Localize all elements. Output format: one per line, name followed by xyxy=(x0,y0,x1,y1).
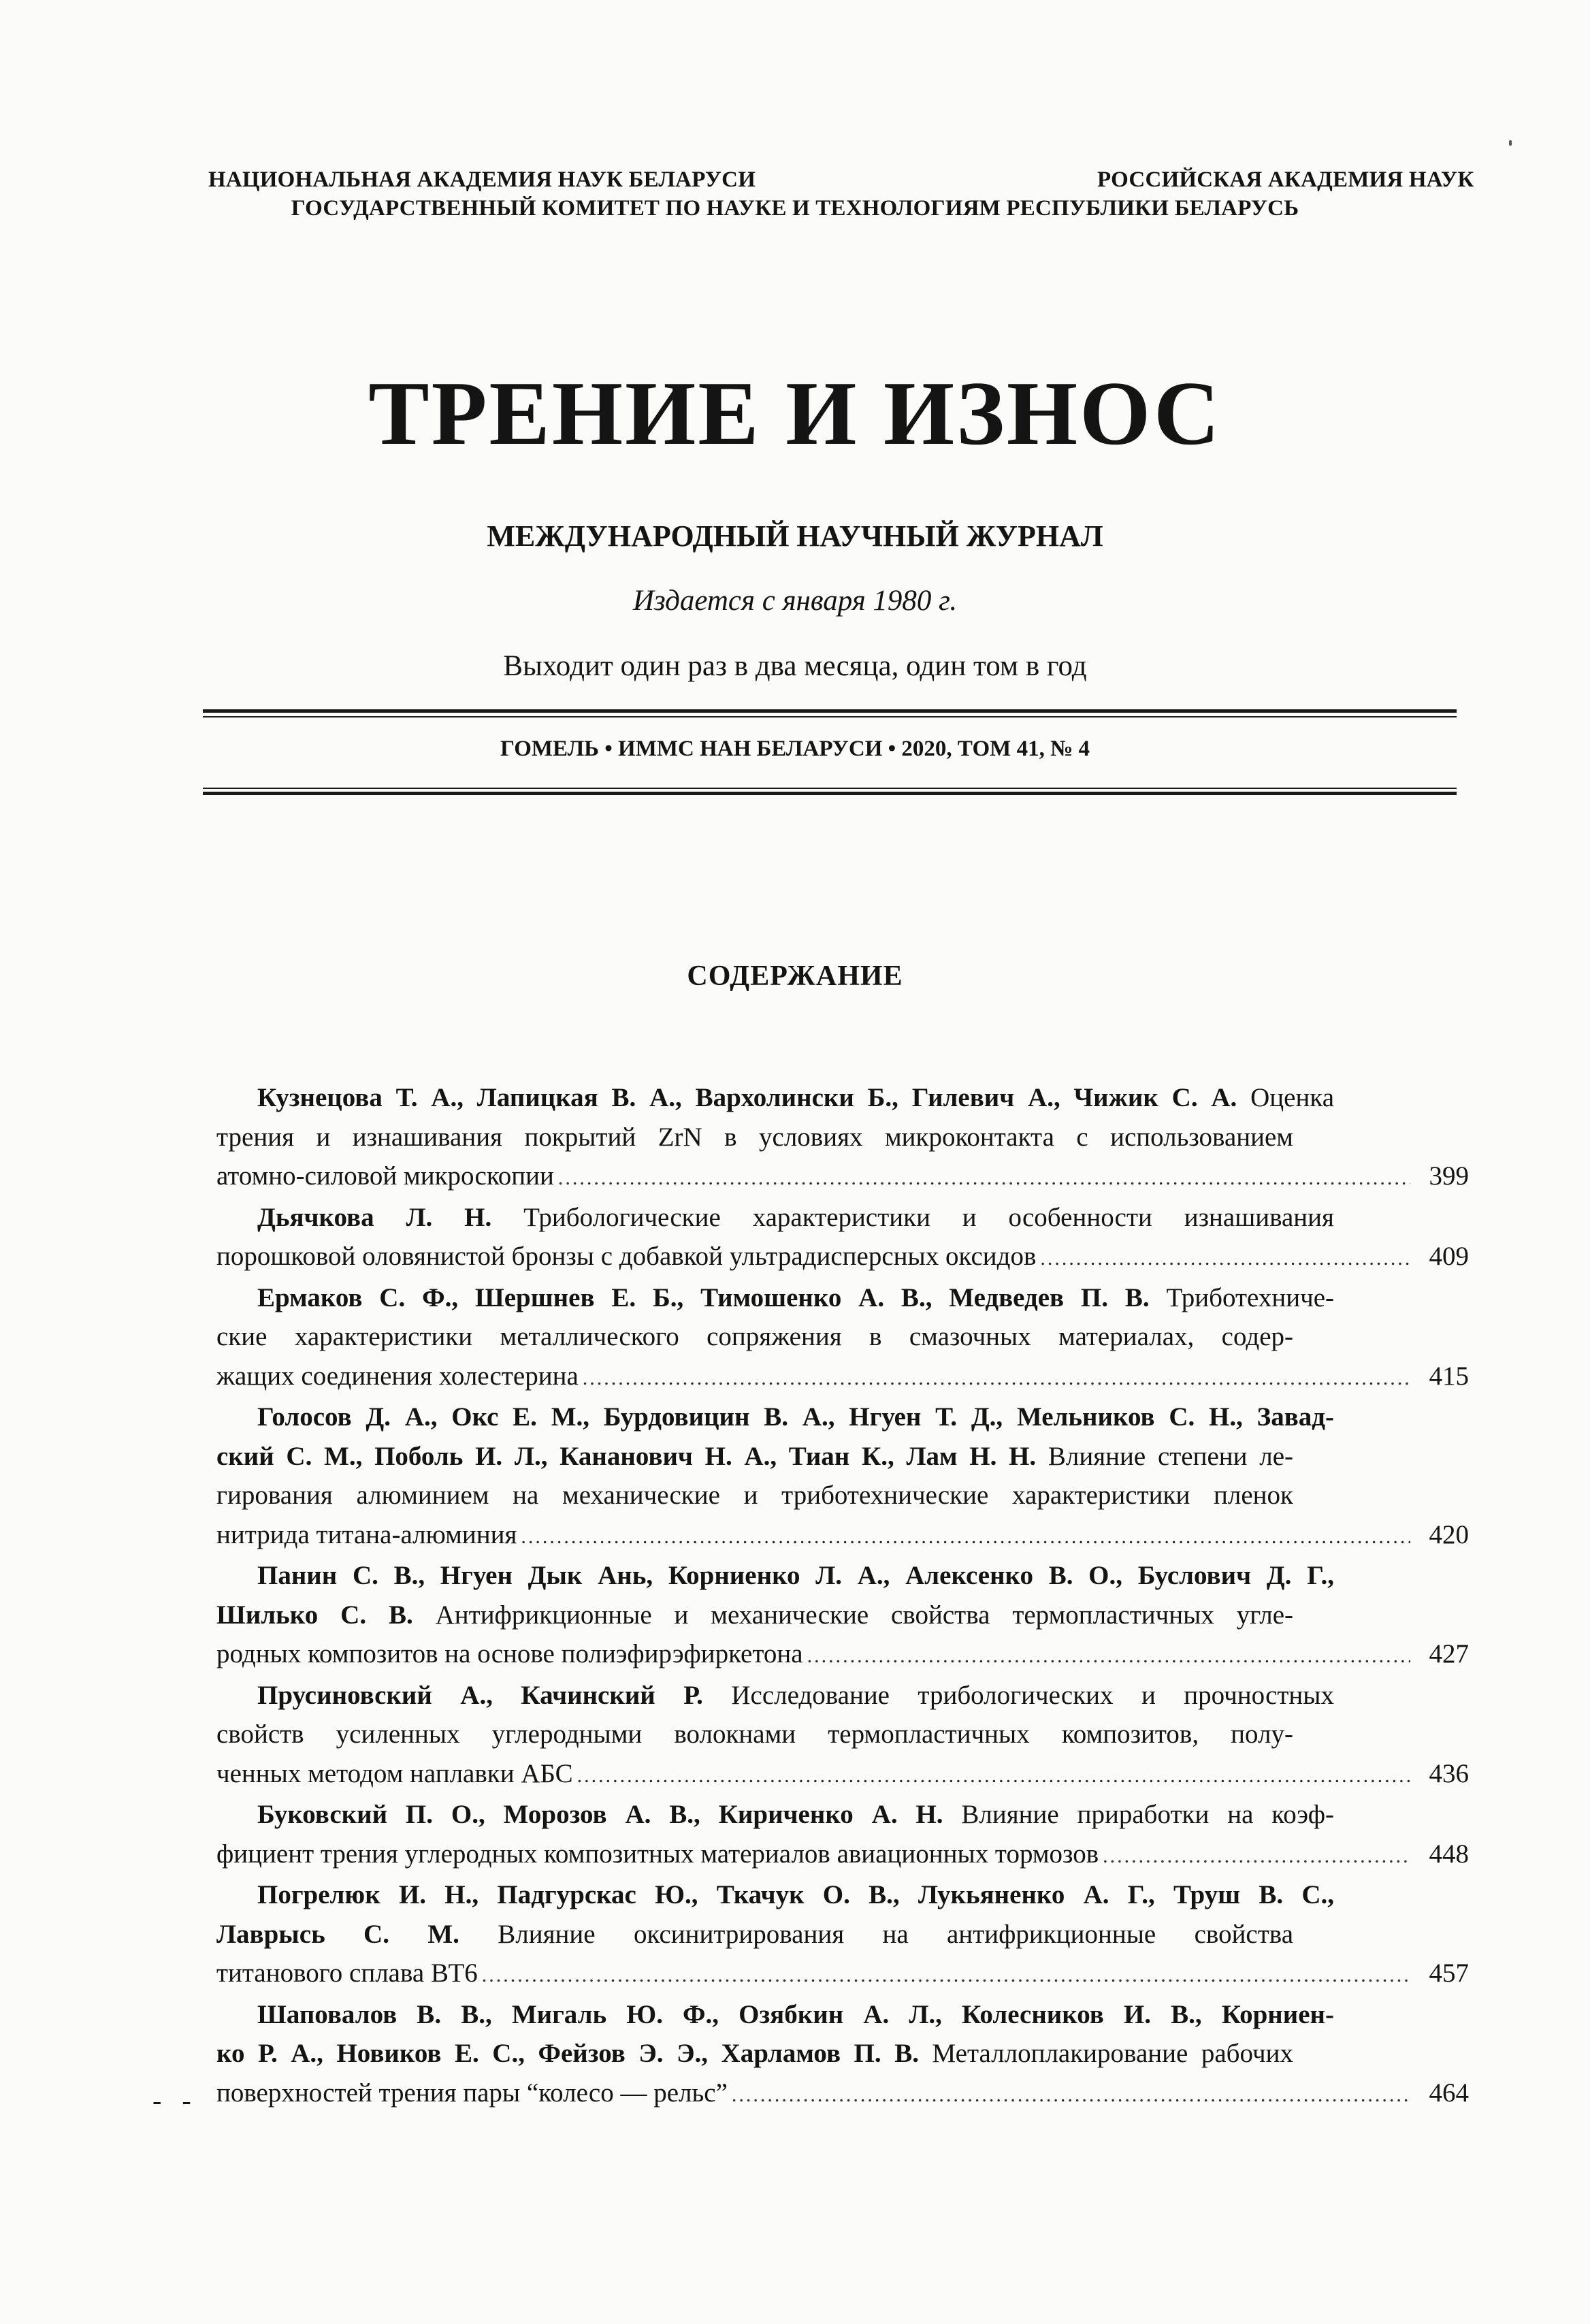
toc-title: ские характеристики металлического сопряжения в смазочных материалах, содер- xyxy=(216,1322,1293,1351)
toc-authors: ко Р. А., Новиков Е. С., Фейзов Э. Э., Харламов П. В. xyxy=(216,2039,919,2068)
toc-title: свойств усиленных углеродными волокнами термопластичных композитов, полу- xyxy=(216,1720,1293,1749)
toc-leader-dots xyxy=(1103,1837,1410,1876)
toc-authors: Шилько С. В. xyxy=(216,1600,413,1630)
toc-title: Влияние степени ле- xyxy=(1036,1441,1293,1471)
toc-leader-dots xyxy=(807,1636,1410,1676)
toc-title: порошковой оловянистой бронзы с добавкой ультрадисперсных оксидов xyxy=(216,1242,1037,1271)
toc-authors: Шаповалов В. В., Мигаль Ю. Ф., Озябкин А. Л., Колесников И. В., Корниен- xyxy=(257,1999,1334,2029)
toc-page-number: 457 xyxy=(1429,1958,1469,1988)
toc-title: трения и изнашивания покрытий ZrN в условиях микроконтакта с использованием xyxy=(216,1122,1293,1152)
toc-title: Металлоплакирование рабочих xyxy=(918,2039,1293,2068)
toc-authors: Дьячкова Л. Н. xyxy=(257,1202,492,1232)
toc-authors: Ермаков С. Ф., Шершнев Е. Б., Тимошенко А. В., Медведев П. В. xyxy=(257,1282,1150,1312)
toc-title: гирования алюминием на механические и триботехнические характеристики пленок xyxy=(216,1481,1293,1510)
toc-title: Трибологические характеристики и особенности изнашивания xyxy=(491,1202,1334,1232)
toc-title: Исследование трибологических и прочностных xyxy=(702,1680,1335,1710)
toc-page-number: 399 xyxy=(1429,1161,1469,1191)
toc-title: жащих соединения холестерина xyxy=(216,1361,579,1391)
toc-title: поверхностей трения пары “колесо — рельс” xyxy=(216,2078,728,2108)
toc-entry xyxy=(216,1995,1469,2115)
margin-dash-mark: - - xyxy=(152,2085,198,2116)
double-rule-bottom-thin xyxy=(203,788,1457,789)
toc-page-number: 464 xyxy=(1429,2078,1469,2108)
journal-subtitle: МЕЖДУНАРОДНЫЙ НАУЧНЫЙ ЖУРНАЛ xyxy=(487,519,1103,553)
toc-leader-dots xyxy=(482,1956,1410,1995)
journal-title: ТРЕНИЕ И ИЗНОС xyxy=(368,363,1222,464)
toc-authors: Буковский П. О., Морозов А. В., Кириченко А. Н. xyxy=(257,1800,943,1829)
publication-info: ГОМЕЛЬ • ИММС НАН БЕЛАРУСИ • 2020, ТОМ 41, № 4 xyxy=(500,737,1090,761)
toc-title: ченных методом наплавки АБС xyxy=(216,1758,573,1788)
org-nas-belarus: НАЦИОНАЛЬНАЯ АКАДЕМИЯ НАУК БЕЛАРУСИ xyxy=(208,167,756,192)
toc-title: Триботехниче- xyxy=(1149,1282,1335,1312)
toc-authors: Панин С. В., Нгуен Дык Ань, Корниенко Л. А., Алексенко В. О., Буслович Д. Г., xyxy=(257,1561,1334,1590)
toc-title: родных композитов на основе полиэфирэфиркетона xyxy=(216,1639,803,1668)
toc-authors: Лаврысь С. М. xyxy=(216,1919,459,1949)
toc-leader-dots xyxy=(558,1159,1410,1198)
toc-title: Влияние приработки на коэф- xyxy=(943,1800,1334,1829)
toc-page-number: 448 xyxy=(1429,1839,1469,1869)
toc-authors: Погрелюк И. Н., Падгурскас Ю., Ткачук О. В., Лукьяненко А. Г., Труш В. С., xyxy=(257,1880,1334,1909)
journal-frequency: Выходит один раз в два месяца, один том в год xyxy=(503,650,1087,682)
toc-page-number: 436 xyxy=(1429,1758,1469,1788)
toc-leader-dots xyxy=(577,1756,1410,1796)
scan-speck xyxy=(1509,140,1512,146)
toc-authors: Прусиновский А., Качинский Р. xyxy=(257,1680,703,1710)
toc-page-number: 409 xyxy=(1429,1242,1469,1271)
toc-entry xyxy=(216,1398,1469,1556)
toc-entry xyxy=(216,1795,1469,1875)
toc-title: Оценка xyxy=(1237,1083,1335,1112)
double-rule-top-thin xyxy=(203,716,1457,717)
toc-title: Влияние оксинитрирования на антифрикционные свойства xyxy=(459,1919,1293,1949)
toc-leader-dots xyxy=(521,1517,1410,1557)
toc-entry xyxy=(216,1556,1469,1676)
double-rule-top-thick xyxy=(203,709,1457,713)
toc-entry xyxy=(216,1278,1469,1398)
toc-page-number: 420 xyxy=(1429,1519,1469,1549)
toc-entry xyxy=(216,1078,1469,1198)
toc-leader-dots xyxy=(732,2076,1410,2115)
journal-since: Издается с января 1980 г. xyxy=(632,585,958,617)
toc-leader-dots xyxy=(583,1359,1410,1398)
toc-entry xyxy=(216,1198,1469,1278)
contents-heading: СОДЕРЖАНИЕ xyxy=(687,961,903,992)
double-rule-bottom-thick xyxy=(203,792,1457,795)
org-state-committee: ГОСУДАРСТВЕННЫЙ КОМИТЕТ ПО НАУКЕ И ТЕХНОЛОГИЯМ РЕСПУБЛИКИ БЕЛАРУСЬ xyxy=(291,196,1299,221)
toc-page-number: 415 xyxy=(1429,1361,1469,1391)
table-of-contents xyxy=(216,1078,1469,2114)
toc-title: атомно-силовой микроскопии xyxy=(216,1161,554,1191)
toc-page-number: 427 xyxy=(1429,1639,1469,1668)
toc-authors: Кузнецова Т. А., Лапицкая В. А., Вархолински Б., Гилевич А., Чижик С. А. xyxy=(257,1083,1237,1112)
toc-authors: Голосов Д. А., Окс Е. М., Бурдовицин В. А., Нгуен Т. Д., Мельников С. Н., Завад- xyxy=(257,1402,1334,1432)
toc-entry xyxy=(216,1875,1469,1995)
toc-entry xyxy=(216,1676,1469,1796)
toc-title: нитрида титана-алюминия xyxy=(216,1519,517,1549)
toc-title: титанового сплава ВТ6 xyxy=(216,1958,478,1988)
toc-title: фициент трения углеродных композитных материалов авиационных тормозов xyxy=(216,1839,1099,1869)
toc-leader-dots xyxy=(1040,1239,1410,1278)
toc-title: Антифрикционные и механические свойства термопластичных угле- xyxy=(412,1600,1293,1630)
org-russian-academy: РОССИЙСКАЯ АКАДЕМИЯ НАУК xyxy=(1097,167,1474,192)
toc-authors: ский С. М., Поболь И. Л., Кананович Н. А., Тиан К., Лам Н. Н. xyxy=(216,1441,1037,1471)
